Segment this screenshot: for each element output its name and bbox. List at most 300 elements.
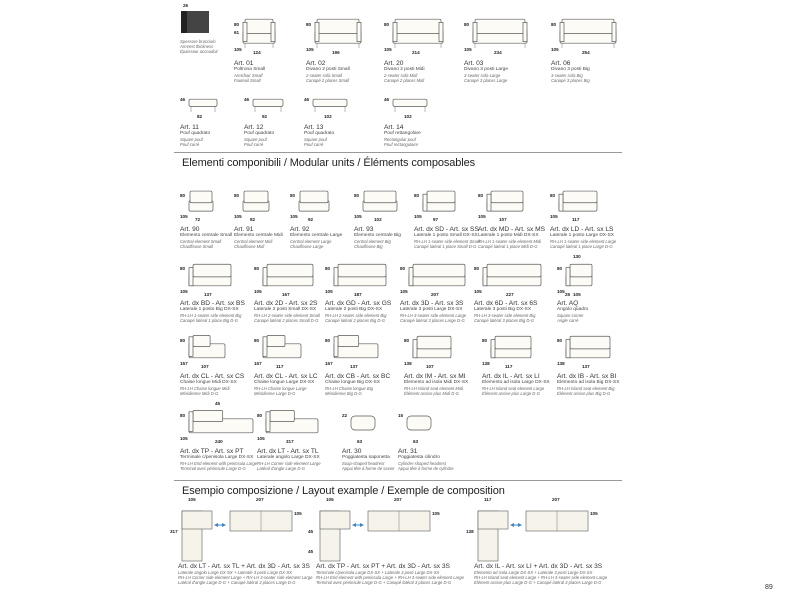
layout-desc-fr: Élément assise plus Large D-G + Canapé latéral 3 places Large D-G [474,580,602,585]
product-drawing [188,96,218,112]
dim-width: 124 [253,50,261,55]
article-name-fr: Élément assise plus Large D-G [482,391,540,396]
product-drawing [188,189,214,215]
section-divider [174,480,622,481]
article-name-fr: Pouf carré [244,142,264,147]
article-code: Art. 14 [384,124,404,131]
dim-height: 80 [557,266,563,272]
dim-depth: 105 [290,214,298,219]
row1-item [384,12,452,84]
row5-item [325,330,393,397]
row4-item [400,258,468,324]
article-code: Art. dx CL - Art. sx LC [254,373,318,380]
article-name-en: Square pouf [244,137,267,142]
dim-width: 117 [276,364,284,369]
article-name-en: RH-LH 2-seater side element Big [325,313,387,318]
article-code: Art. dx 2D - Art. sx 2S [254,300,318,307]
product-drawing [333,334,379,362]
row1-item [306,12,374,84]
row3-item [354,185,422,250]
article-name-en: Central element Small [180,239,222,244]
dim-top: 130 [573,254,581,259]
product-drawing [392,96,428,112]
article-name-en: RH-LH Island seat element Big [557,386,615,391]
dim-width: 105 [573,292,581,297]
dim-right: 105 [294,511,302,516]
dim-depth: 157 [325,361,333,366]
article-name-fr: Chauffeuse Small [180,244,214,249]
dim-height: 80 [254,338,260,344]
dim-height: 80 [550,192,556,198]
dim-top2: 25 [565,292,571,297]
article-name-it: Divano 2 posti Small [306,67,350,72]
dim-width: 227 [506,292,514,297]
article-name-it: Laterale 2 posti Small DX-SX [254,307,317,312]
article-name-it: Pouf quadrato [304,131,335,136]
product-drawing [408,262,466,290]
dim-width: 107 [499,217,507,222]
product-drawing [242,189,270,215]
article-name-fr: Canapé 3 places Large [464,78,508,83]
article-name-en: Central element Midi [234,239,273,244]
dim-width: 167 [282,292,290,297]
dim-width: 137 [582,364,590,369]
article-code: Art. 01 [234,60,254,67]
layout-desc-fr: Latéral d'angle Large D-G + Canapé latéral 3 places Large D-G [178,580,296,585]
article-code: Art. 12 [244,124,264,131]
article-name-fr: Canapé latéral 1 place Big D-G [180,318,238,323]
dim-height: 80 [482,338,488,344]
dim-top-1: 117 [484,497,492,502]
dim-depth: 105 [557,289,565,294]
article-code: Art. dx 3D - Art. sx 3S [400,300,464,307]
layout-caption: Art. dx LT - Art. sx TL + Art. dx 3D - Art. sx 3S [178,563,310,570]
dim-depth: 105 [550,214,558,219]
dim-depth: 105 [400,289,408,294]
row4-item [557,254,625,324]
product-drawing [298,189,330,215]
article-code: Art. 13 [304,124,324,131]
dim-depth: 105 [478,214,486,219]
layout-desc-en: RH-LH Island seat element Large + RH-LH 3-seater side element Large [474,575,608,580]
article-code: Art. dx IM - Art. sx MI [404,373,466,380]
layout-caption: Art. dx IL - Art. sx LI + Art. dx 3D - Art. sx 3S [474,563,603,570]
product-drawing [188,334,226,362]
product-drawing [262,334,302,362]
dim-width: 63 [357,439,363,444]
product-drawing [486,189,524,215]
article-name-fr: Canapé latéral 1 place Large D-G [550,244,613,249]
row5-item [557,330,625,397]
row3-item [550,185,618,250]
article-code: Art. dx LD - Art. sx LS [550,226,614,233]
article-name-it: Pouf quadrato [180,131,211,136]
row6-item [398,405,466,472]
article-name-it: Elemento ad isola Midi DX-SX [404,380,469,385]
page-number: 89 [765,584,773,591]
article-name-en: RH-LH 1-seater side element Midi [478,239,542,244]
layout-desc-en: RH-LH Corner side element Large + RH-LH 3-seater side element Large [178,575,313,580]
row5-item [180,330,248,397]
article-code: Art. dx IB - Art. sx BI [557,373,617,380]
layout-example [466,497,620,597]
product-drawing [262,262,314,290]
article-code: Art. 91 [234,226,254,233]
dim-left-2: 45 [308,549,314,554]
product-drawing [242,16,276,48]
dim-depth: 105 [464,47,472,52]
article-name-it: Laterale 3 posti Large DX-SX [400,307,463,312]
article-name-en: RH-LH 3-seater side element Large [400,313,467,318]
dim-right: 105 [590,511,598,516]
article-code: Art. 11 [180,124,199,131]
dim-height: 80 [290,192,296,198]
article-name-fr: Angle carré [557,318,579,323]
article-name-it: Divano 3 posti Large [464,67,508,72]
product-drawing [472,16,528,48]
article-name-fr: Appui tête à forme de savon [342,466,395,471]
article-name-fr: Chauffeuse Midi [234,244,265,249]
dim-width: 117 [505,364,513,369]
article-name-it: Laterale 1 posto Large DX-SX [550,233,614,238]
dim-width: 92 [262,114,268,119]
row3-item [290,185,358,250]
dim-height: 80 [234,192,240,198]
layout-desc-it: Elemento ad isola Large DX-SX + Laterale 3 posti Large DX-SX [474,570,593,575]
article-name-en: Armchair Small [234,73,263,78]
article-code: Art. dx CB - Art. sx BC [325,373,391,380]
row1-item [464,12,532,84]
article-name-fr: Latéral d'angle Large D-G [257,466,306,471]
article-code: Art. 30 [342,448,362,455]
article-name-it: Elemento centrale Large [290,233,343,238]
article-name-en: Square pouf [180,137,203,142]
dim-height: 22 [342,413,348,419]
dim-width: 317 [286,439,294,444]
article-name-it: Poltrona Small [234,67,266,72]
article-name-it: Laterale 1 posto Midi DX-SX [478,233,539,238]
article-name-fr: Élément assise plus Big D-G [557,391,611,396]
product-drawing [188,409,254,437]
article-name-it: Elemento ad isola Big DX-SX [557,380,620,385]
armrest-swatch [181,11,211,33]
article-code: Art. 20 [384,60,404,67]
dim-width: 196 [332,50,340,55]
dim-top: 45 [215,401,221,406]
dim-height: 15 [398,413,404,419]
dim-width: 187 [354,292,362,297]
dim-depth: 105 [180,214,188,219]
article-code: Art. 90 [180,226,200,233]
dim-height: 80 [180,338,186,344]
article-name-fr: Canapé 2 places Small [306,78,350,83]
article-name-en: 2-seater sofa Midi [384,73,418,78]
dim-top-2: 207 [256,497,264,502]
article-name-en: Soap-shaped headrest [342,461,385,466]
product-drawing [265,409,319,437]
dim-height: 80 [257,413,263,419]
dim-height: 46 [304,96,310,102]
article-code: Art. dx TP - Art. sx PT [180,448,244,455]
article-code: Art. 02 [306,60,326,67]
article-name-fr: Canapé 3 places Big [551,78,590,83]
article-name-it: Elemento centrale Small [180,233,232,238]
article-name-it: Pouf rettangolare [384,131,421,136]
dim-height: 80 [478,192,484,198]
article-name-fr: Canapé latéral 1 place Small D-G [414,244,477,249]
dim-depth: 105 [180,289,188,294]
article-name-en: RH-LH 1-seater side element Large [550,239,617,244]
dim-height: 80 [557,338,563,344]
dim-depth: 138 [482,361,490,366]
dim-width: 234 [494,50,502,55]
article-name-en: Square corner [557,313,584,318]
article-name-fr: Chauffeuse Large [290,244,324,249]
layout-plan-drawing [178,503,308,565]
dim-height: 46 [244,96,250,102]
row2-item [384,92,452,148]
dim-top-1: 105 [188,497,196,502]
dim-depth: 105 [325,289,333,294]
dim-width: 102 [404,114,412,119]
article-name-it: Divano 2 posti Midi [384,67,425,72]
heading-modular-units: Elementi componibili / Modular units / Éléments composables [182,157,476,169]
article-code: Art. dx LT - Art. sx TL [257,448,319,455]
product-drawing [412,334,452,362]
dim-width: 63 [413,439,419,444]
layout-plan-drawing [474,503,604,565]
dim-width: 92 [308,217,314,222]
row4-item [254,258,322,324]
dim-width: 82 [250,217,256,222]
article-code: Art. dx GD - Art. sx GS [325,300,392,307]
row1-item [551,12,619,84]
article-name-fr: Fauteuil Small [234,78,261,83]
layout-example [308,497,464,597]
product-drawing [565,334,611,362]
dim-width: 240 [215,439,223,444]
layout-plan-drawing [316,503,446,565]
dim-width: 107 [426,364,434,369]
dim-depth: 105 [257,436,265,441]
dim-width: 102 [374,217,382,222]
dim-width: 107 [201,364,209,369]
article-name-it: Angolo quadro [557,307,589,312]
article-code: Art. 03 [464,60,484,67]
layout-desc-it: Terminale c/penisola Large DX-SX + Laterale 3 posti Large DX-SX [316,570,440,575]
dim-depth: 105 [254,289,262,294]
dim-depth: 105 [234,47,242,52]
dim-left: 138 [466,529,474,534]
article-name-it: Terminale c/penisola Large DX-SX [180,455,254,460]
dim-height: 80 [325,338,331,344]
dim-height: 80 [234,21,240,27]
dim-top-1: 105 [326,497,334,502]
row2-item [180,92,248,148]
article-code: Art. dx BD - Art. sx BS [180,300,245,307]
article-code: Art. dx CL - Art. sx CS [180,373,245,380]
dim-height: 46 [180,96,186,102]
dim-depth: 138 [557,361,565,366]
layout-caption: Art. dx TP - Art. sx PT + Art. dx 3D - Art. sx 3S [316,563,450,570]
dim-width: 214 [412,50,420,55]
article-name-fr: Canapé latéral 3 places Large D-G [400,318,465,323]
row5-item [404,330,472,397]
article-name-en: Cylinder-shaped headrest [398,461,446,466]
dim-depth: 105 [306,47,314,52]
article-name-it: Poggiatesta saponetta [342,455,390,460]
article-name-it: Chaise longue Big DX-SX [325,380,380,385]
dim-width: 207 [431,292,439,297]
dim-depth: 138 [404,361,412,366]
article-name-it: Laterale angolo Large DX-SX [257,455,320,460]
product-drawing [558,189,598,215]
dim-top-2: 207 [552,497,560,502]
article-name-it: Laterale 2 posti Big DX-SX [325,307,383,312]
dim-depth: 105 [180,436,188,441]
dim-seat: 61 [234,29,240,35]
article-name-fr: Méridienne Big D-G [325,391,362,396]
article-name-en: RH-LH Corner side element Large [257,461,321,466]
article-name-en: RH-LH Chaise longue Large [254,386,307,391]
dim-depth: 105 [551,47,559,52]
product-drawing [314,16,362,48]
dim-width: 254 [582,50,590,55]
article-name-en: 2-seater sofa Small [306,73,343,78]
product-drawing [490,334,532,362]
heading-layout-example: Esempio composizione / Layout example / Exemple de composition [182,485,505,497]
article-name-it: Poggiatesta cilindro [398,455,440,460]
product-drawing [392,16,444,48]
dim-height: 80 [180,192,186,198]
product-drawing [422,189,456,215]
article-code: Art. dx SD - Art. sx SS [414,226,479,233]
dim-left: 317 [170,529,178,534]
layout-desc-en: RH-LH End element with peninsula Large + RH-LH 3-seater side element Large [316,575,464,580]
article-name-fr: Canapé latéral 1 place Midi D-G [478,244,538,249]
article-name-en: Central element Large [290,239,332,244]
article-name-en: RH-LH Island seat element Large [482,386,545,391]
dim-height: 80 [180,266,186,272]
dim-height: 80 [404,338,410,344]
article-code: Art. 06 [551,60,571,67]
product-drawing [559,16,617,48]
article-name-it: Divano 3 posti Big [551,67,590,72]
article-name-it: Elemento ad isola Large DX-SX [482,380,550,385]
dim-width: 97 [433,217,439,222]
article-name-en: RH-LH 3-seater side element Big [474,313,536,318]
row3-item [414,185,482,250]
dim-height: 80 [180,413,186,419]
product-drawing [252,96,284,112]
article-name-fr: Canapé latéral 2 places Small D-G [254,318,319,323]
row6-item [180,401,258,472]
article-code: Art. AQ [557,300,579,307]
article-name-en: RH-LH Island seat element Midi [404,386,464,391]
dim-depth: 105 [474,289,482,294]
article-name-fr: Pouf carré [304,142,324,147]
dim-height: 80 [414,192,420,198]
row1-item [234,12,302,84]
dim-depth: 157 [180,361,188,366]
article-name-en: RH-LH Chaise longue Big [325,386,373,391]
row4-item [180,258,248,324]
dim-width: 137 [204,292,212,297]
dim-height: 80 [325,266,331,272]
dim-height: 80 [254,266,260,272]
product-drawing [406,409,432,437]
article-name-fr: Pouf rectangulaire [384,142,418,147]
article-name-en: RH-LH Chaise longue Midi [180,386,230,391]
layout-desc-fr: Terminal avec péninsule Large D-G + Canapé latéral 3 places Large D-G [316,580,452,585]
product-drawing [350,409,376,437]
row2-item [304,92,372,148]
article-name-fr: Canapé 2 places Midi [384,78,425,83]
article-code: Art. dx MD - Art. sx MS [478,226,546,233]
row4-item [474,258,542,324]
article-name-fr: Appui tête à forme de cylindre [398,466,454,471]
row3-item [478,185,546,250]
article-name-en: RH-LH End element with peninsula Large [180,461,258,466]
article-name-en: RH-LH 1-seater side element Big [180,313,242,318]
product-drawing [482,262,542,290]
article-name-fr: Méridienne Large D-G [254,391,296,396]
dim-right: 105 [432,511,440,516]
dim-depth: 105 [354,214,362,219]
article-name-it: Laterale 3 posti Big DX-SX [474,307,532,312]
article-name-fr: Canapé latéral 2 places Big D-G [325,318,386,323]
article-code: Art. dx 6D - Art. sx 6S [474,300,538,307]
article-name-it: Chaise longue Large DX-SX [254,380,315,385]
dim-width: 117 [572,217,580,222]
row4-item [325,258,393,324]
product-drawing [188,262,232,290]
article-name-en: 3-seater sofa Big [551,73,583,78]
article-code: Art. 31 [398,448,418,455]
layout-desc-it: Laterale angolo Large DX-SX + Laterale 3 posti Large DX-SX [178,570,292,575]
article-name-it: Laterale 1 posto Small DX-SX [414,233,478,238]
dim-depth: 105 [234,214,242,219]
dim-height: 46 [384,96,390,102]
article-name-en: RH-LH 2-seater side element Small [254,313,320,318]
article-name-en: RH-LH 1-seater side element Small [414,239,480,244]
dim-height: 80 [464,21,470,27]
article-name-en: Square pouf [304,137,327,142]
dim-height: 80 [400,266,406,272]
article-name-it: Chaise longue Midi DX-SX [180,380,237,385]
product-drawing [362,189,398,215]
dim-width: 102 [324,114,332,119]
article-code: Art. 93 [354,226,374,233]
article-name-fr: Pouf carré [180,142,200,147]
article-name-fr: Chauffeuse Big [354,244,383,249]
article-name-it: Elemento centrale Midi [234,233,283,238]
article-name-fr: Élément assise plus Midi D-G [404,391,459,396]
dim-width: 137 [350,364,358,369]
article-name-fr: Méridienne Midi D-G [180,391,219,396]
article-name-it: Laterale 1 posto Big DX-SX [180,307,239,312]
dim-height: 80 [306,21,312,27]
dim-height: 80 [551,21,557,27]
dim-height: 80 [384,21,390,27]
dim-width: 82 [197,114,203,119]
product-drawing [565,262,593,290]
article-name-it: Elemento centrale Big [354,233,401,238]
article-name-en: Rectangular pouf [384,137,416,142]
article-name-en: 3-seater sofa Large [464,73,501,78]
row5-item [254,330,322,397]
row5-item [482,330,550,397]
